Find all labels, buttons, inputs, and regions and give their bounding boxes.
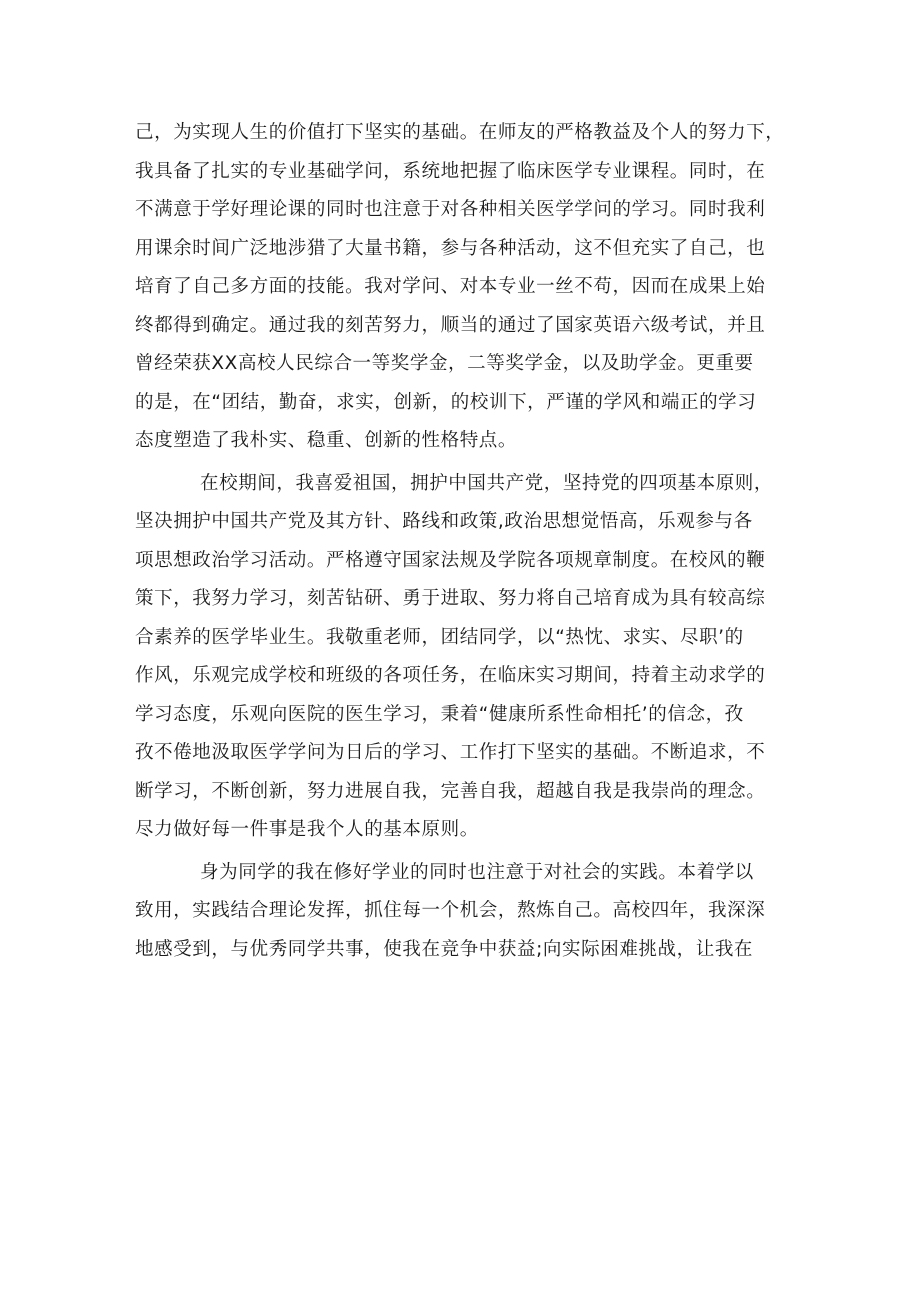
text-line: 尽力做好每一件事是我个人的基本原则。	[135, 819, 479, 840]
document-body	[135, 114, 800, 969]
text-line: 己，为实现人生的价值打下坚实的基础。在师友的严格教益及个人的努力下，	[135, 122, 785, 143]
text-line: 坚决拥护中国共产党及其方针、路线和政策,政治思想觉悟高，乐观参与各	[135, 511, 753, 532]
text-line: 态度塑造了我朴实、稳重、创新的性格特点。	[135, 430, 518, 451]
text-line: 曾经荣获XX高校人民综合一等奖学金，二等奖学金，以及助学金。更重要	[135, 353, 754, 374]
text-line: 培育了自己多方面的技能。我对学问、对本专业一丝不苟，因而在成果上始	[135, 276, 766, 297]
text-line: 学习态度，乐观向医院的医生学习，秉着“健康所系性命相托’的信念，孜	[135, 703, 744, 725]
paragraph-first-line: 身为同学的我在修好学业的同时也注意于对社会的实践。本着学以	[200, 861, 754, 883]
text-line: 断学习，不断创新，努力进展自我，完善自我，超越自我是我崇尚的理念。	[135, 780, 766, 802]
text-line: 策下，我努力学习，刻苦钻研、勇于进取、努力将自己培育成为具有较高综	[135, 588, 766, 609]
text-line: 地感受到，与优秀同学共事，使我在竞争中获益;向实际困难挑战，让我在	[135, 938, 754, 960]
text-line: 用课余时间广泛地涉猎了大量书籍，参与各种活动，这不但充实了自己，也	[135, 237, 766, 259]
text-line: 孜不倦地汲取医学学问为日后的学习、工作打下坚实的基础。不断追求，不	[135, 742, 766, 763]
text-line: 致用，实践结合理论发挥，抓住每一个机会，熬炼自己。高校四年，我深深	[135, 900, 766, 921]
text-line: 合素养的医学毕业生。我敬重老师，团结同学，以“热忱、求实、尽职’的	[135, 626, 744, 648]
text-line: 不满意于学好理论课的同时也注意于对各种相关医学学问的学习。同时我利	[135, 199, 766, 220]
paragraph-first-line: 在校期间，我喜爱祖国，拥护中国共产党，坚持党的四项基本原则，	[200, 472, 774, 494]
text-line: 项思想政治学习活动。严格遵守国家法规及学院各项规章制度。在校风的鞭	[135, 549, 766, 571]
text-line: 终都得到确定。通过我的刻苦努力，顺当的通过了国家英语六级考试，并且	[135, 314, 766, 336]
text-line: 的是，在“团结，勤奋，求实，创新，的校训下，严谨的学风和端正的学习	[135, 391, 757, 413]
text-line: 作风，乐观完成学校和班级的各项任务，在临床实习期间，持着主动求学的	[135, 665, 766, 686]
text-line: 我具备了扎实的专业基础学问，系统地把握了临床医学专业课程。同时，在	[135, 160, 766, 182]
